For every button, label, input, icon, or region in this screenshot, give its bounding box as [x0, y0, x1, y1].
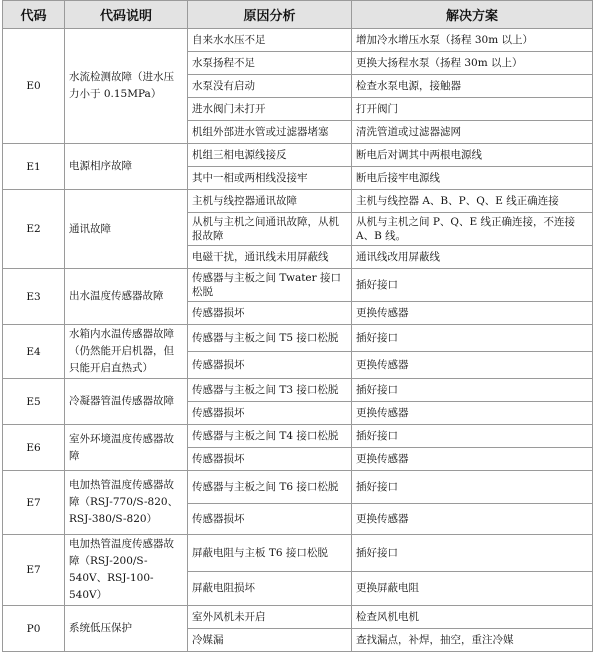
fault-code: E5 — [3, 379, 65, 425]
cause-cell: 机组三相电源线接反 — [188, 144, 352, 167]
solution-cell: 增加冷水增压水泵（扬程 30m 以上） — [352, 29, 593, 52]
solution-cell: 主机与线控器 A、B、P、Q、E 线正确连接 — [352, 190, 593, 213]
cause-cell: 传感器损坏 — [188, 402, 352, 425]
fault-code: E4 — [3, 325, 65, 379]
solution-cell: 从机与主机之间 P、Q、E 线正确连接，不连接 A、B 线。 — [352, 213, 593, 246]
cause-cell: 主机与线控器通讯故障 — [188, 190, 352, 213]
fault-description: 水箱内水温传感器故障（仍然能开启机器，但只能开启直热式） — [65, 325, 188, 379]
solution-cell: 更换大扬程水泵（扬程 30m 以上） — [352, 52, 593, 75]
solution-cell: 更换传感器 — [352, 448, 593, 471]
fault-description: 系统低压保护 — [65, 606, 188, 652]
fault-code: E0 — [3, 29, 65, 144]
fault-code: E1 — [3, 144, 65, 190]
solution-cell: 断电后对调其中两根电源线 — [352, 144, 593, 167]
fault-description: 冷凝器管温传感器故障 — [65, 379, 188, 425]
cause-cell: 传感器损坏 — [188, 352, 352, 379]
solution-cell: 插好接口 — [352, 471, 593, 504]
fault-description: 电加热管温度传感器故障（RSJ-770/S-820、RSJ-380/S-820） — [65, 471, 188, 535]
solution-cell: 通讯线改用屏蔽线 — [352, 246, 593, 269]
fault-code: E7 — [3, 471, 65, 535]
header-row — [3, 1, 593, 29]
table-row — [3, 325, 593, 352]
cause-cell: 自来水水压不足 — [188, 29, 352, 52]
table-row — [3, 606, 593, 629]
cause-cell: 电磁干扰，通讯线未用屏蔽线 — [188, 246, 352, 269]
fault-description: 出水温度传感器故障 — [65, 269, 188, 325]
solution-cell: 检查水泵电源，接触器 — [352, 75, 593, 98]
cause-cell: 水泵没有启动 — [188, 75, 352, 98]
cause-cell: 传感器损坏 — [188, 504, 352, 535]
header-description: 代码说明 — [65, 1, 188, 29]
solution-cell: 断电后接牢电源线 — [352, 167, 593, 190]
solution-cell: 插好接口 — [352, 379, 593, 402]
fault-description: 电源相序故障 — [65, 144, 188, 190]
cause-cell: 传感器损坏 — [188, 302, 352, 325]
cause-cell: 传感器损坏 — [188, 448, 352, 471]
solution-cell: 插好接口 — [352, 269, 593, 302]
table-row — [3, 425, 593, 448]
fault-description: 室外环境温度传感器故障 — [65, 425, 188, 471]
fault-description: 水流检测故障（进水压力小于 0.15MPa） — [65, 29, 188, 144]
solution-cell: 插好接口 — [352, 425, 593, 448]
cause-cell: 其中一相或两相线没接牢 — [188, 167, 352, 190]
cause-cell: 从机与主机之间通讯故障，从机报故障 — [188, 213, 352, 246]
cause-cell: 室外风机未开启 — [188, 606, 352, 629]
fault-code: P0 — [3, 606, 65, 652]
table-row — [3, 535, 593, 572]
cause-cell: 传感器与主板之间 T5 接口松脱 — [188, 325, 352, 352]
fault-description: 通讯故障 — [65, 190, 188, 269]
fault-code: E3 — [3, 269, 65, 325]
table-row — [3, 190, 593, 213]
table-row — [3, 29, 593, 52]
solution-cell: 检查风机电机 — [352, 606, 593, 629]
header-cause: 原因分析 — [188, 1, 352, 29]
solution-cell: 清洗管道或过滤器滤网 — [352, 121, 593, 144]
cause-cell: 屏蔽电阻与主板 T6 接口松脱 — [188, 535, 352, 572]
cause-cell: 冷媒漏 — [188, 629, 352, 652]
table-row — [3, 471, 593, 504]
cause-cell: 水泵扬程不足 — [188, 52, 352, 75]
cause-cell: 屏蔽电阻损坏 — [188, 571, 352, 605]
header-code: 代码 — [3, 1, 65, 29]
cause-cell: 进水阀门未打开 — [188, 98, 352, 121]
solution-cell: 更换传感器 — [352, 402, 593, 425]
solution-cell: 更换传感器 — [352, 504, 593, 535]
table-row — [3, 379, 593, 402]
solution-cell: 查找漏点，补焊，抽空，重注冷媒 — [352, 629, 593, 652]
solution-cell: 更换传感器 — [352, 352, 593, 379]
cause-cell: 机组外部进水管或过滤器堵塞 — [188, 121, 352, 144]
fault-code-table — [2, 0, 593, 652]
solution-cell: 更换屏蔽电阻 — [352, 571, 593, 605]
cause-cell: 传感器与主板之间 Twater 接口松脱 — [188, 269, 352, 302]
cause-cell: 传感器与主板之间 T4 接口松脱 — [188, 425, 352, 448]
solution-cell: 打开阀门 — [352, 98, 593, 121]
fault-description: 电加热管温度传感器故障（RSJ-200/S-540V、RSJ-100-540V） — [65, 535, 188, 606]
table-row — [3, 269, 593, 302]
fault-code: E7 — [3, 535, 65, 606]
table-row — [3, 144, 593, 167]
fault-code: E6 — [3, 425, 65, 471]
cause-cell: 传感器与主板之间 T3 接口松脱 — [188, 379, 352, 402]
solution-cell: 更换传感器 — [352, 302, 593, 325]
cause-cell: 传感器与主板之间 T6 接口松脱 — [188, 471, 352, 504]
fault-code: E2 — [3, 190, 65, 269]
header-solution: 解决方案 — [352, 1, 593, 29]
solution-cell: 插好接口 — [352, 325, 593, 352]
solution-cell: 插好接口 — [352, 535, 593, 572]
